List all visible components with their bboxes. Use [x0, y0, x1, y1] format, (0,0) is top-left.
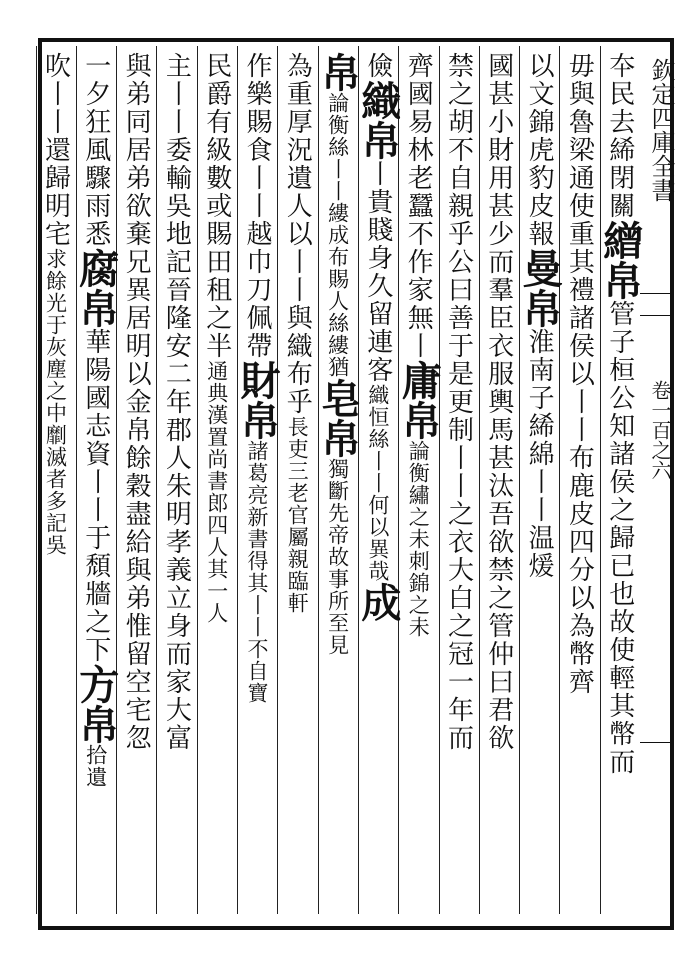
annotation-text: 獨斷先帝故事所至見 [325, 458, 350, 656]
entry-heading: 繒帛 [596, 220, 644, 300]
body-text: 以文錦虎 [524, 52, 555, 164]
column-rule [197, 46, 198, 914]
book-title: 欽定四庫全書 [647, 58, 675, 202]
entry-heading: 帛 [314, 52, 362, 92]
annotation-text: 記吳 [43, 512, 68, 556]
body-text: 齊國 [403, 52, 434, 108]
body-text: 禁之胡不自親乎公曰善于是更制丨丨之衣大白之冠一年而 [443, 52, 474, 752]
text-column [72, 52, 120, 912]
entry-heading: 曼帛 [516, 248, 564, 328]
text-column [277, 52, 317, 912]
text-column [395, 52, 443, 912]
header-rule [640, 293, 674, 294]
text-column [197, 52, 237, 912]
text-column [156, 52, 196, 912]
body-text: 與弟同居弟欲棄兄異居明以金帛餘穀盡給與弟惟留空宅忽 [121, 52, 152, 752]
text-column [354, 52, 402, 912]
text-column [36, 52, 76, 912]
column-rule [277, 46, 278, 914]
annotation-text: 諸葛亮新書得其丨丨不自寶 [245, 440, 269, 704]
annotation-text: 論衡絲丨丨縷成布賜人絲縷猶 [325, 92, 350, 378]
column-rule [358, 46, 359, 914]
annotation-text: 長吏三老官屬親臨軒 [285, 416, 310, 614]
column-rule [519, 46, 520, 914]
entry-heading: 皂帛 [314, 378, 362, 458]
header-rule [640, 742, 674, 743]
column-rule [76, 46, 77, 914]
body-text: 作樂賜食丨丨越巾刀佩帶 [242, 52, 272, 360]
body-text: 主丨丨委輸吳地記晉隆安二年郡人朱明孝義立身而家大富 [161, 52, 192, 752]
body-text: 夲民去絺閉關 [604, 52, 635, 220]
body-text: 丨貴賤身久留連客 [362, 160, 393, 384]
column-rule [398, 46, 399, 914]
header-rule [640, 315, 674, 316]
column-rule [36, 46, 37, 914]
annotation-text: 織恒絲丨丨何以異哉 [365, 384, 390, 582]
annotation-text: 通典漢置尚書郎四人其一人 [204, 360, 229, 624]
body-text: 毋與魯梁通使 [564, 52, 595, 220]
body-text: 淮南子絺綿丨丨温煖 [524, 328, 555, 580]
entry-heading: 成 [354, 582, 402, 622]
annotation-text: 拾遺 [83, 744, 108, 788]
body-text: 重其禮諸侯以丨丨布鹿皮四分以為幣齊 [564, 220, 595, 696]
text-column [314, 52, 362, 912]
entry-heading: 腐帛 [72, 248, 120, 328]
column-rule [237, 46, 238, 914]
body-text: 儉 [362, 52, 393, 80]
entry-heading: 庸帛 [395, 360, 443, 440]
body-text: 豹皮報 [524, 164, 555, 248]
body-text: 吹丨丨還歸明宅 [40, 52, 71, 248]
column-rule [318, 46, 319, 914]
text-column [516, 52, 564, 912]
body-text: 管子桓公知諸侯之歸已也故使輕其幣而 [604, 300, 635, 776]
column-rule [439, 46, 440, 914]
column-rule [559, 46, 560, 914]
column-rule [479, 46, 480, 914]
text-column [596, 52, 644, 912]
body-text: 國甚小財用甚少而羣臣衣服輿馬甚汰吾欲禁之管仲曰君欲 [483, 52, 514, 752]
body-text: 民爵有級數或賜田租之半 [201, 52, 232, 360]
annotation-text: 求餘光于灰塵之中劘滅者多 [43, 248, 68, 512]
column-rule [156, 46, 157, 914]
body-text: 華陽國志資丨丨于頹牆之下 [80, 328, 111, 664]
annotation-text: 論衡繡之未刺錦之未 [406, 440, 431, 638]
body-text: 一夕狂風驟雨悉 [80, 52, 111, 248]
text-column [439, 52, 479, 912]
volume-label: 卷一百之六 [648, 380, 672, 480]
text-column [559, 52, 599, 912]
entry-heading: 織帛 [354, 80, 402, 160]
entry-heading: 方帛 [72, 664, 120, 744]
column-rule [600, 46, 601, 914]
text-column [116, 52, 156, 912]
text-column [234, 52, 281, 912]
entry-heading: 財帛 [234, 360, 281, 440]
text-column [479, 52, 519, 912]
body-text: 為重厚況遺人以丨丨與織布乎 [282, 52, 313, 416]
body-text: 易林老蠶不作家無丨 [403, 108, 434, 360]
column-rule [116, 46, 117, 914]
